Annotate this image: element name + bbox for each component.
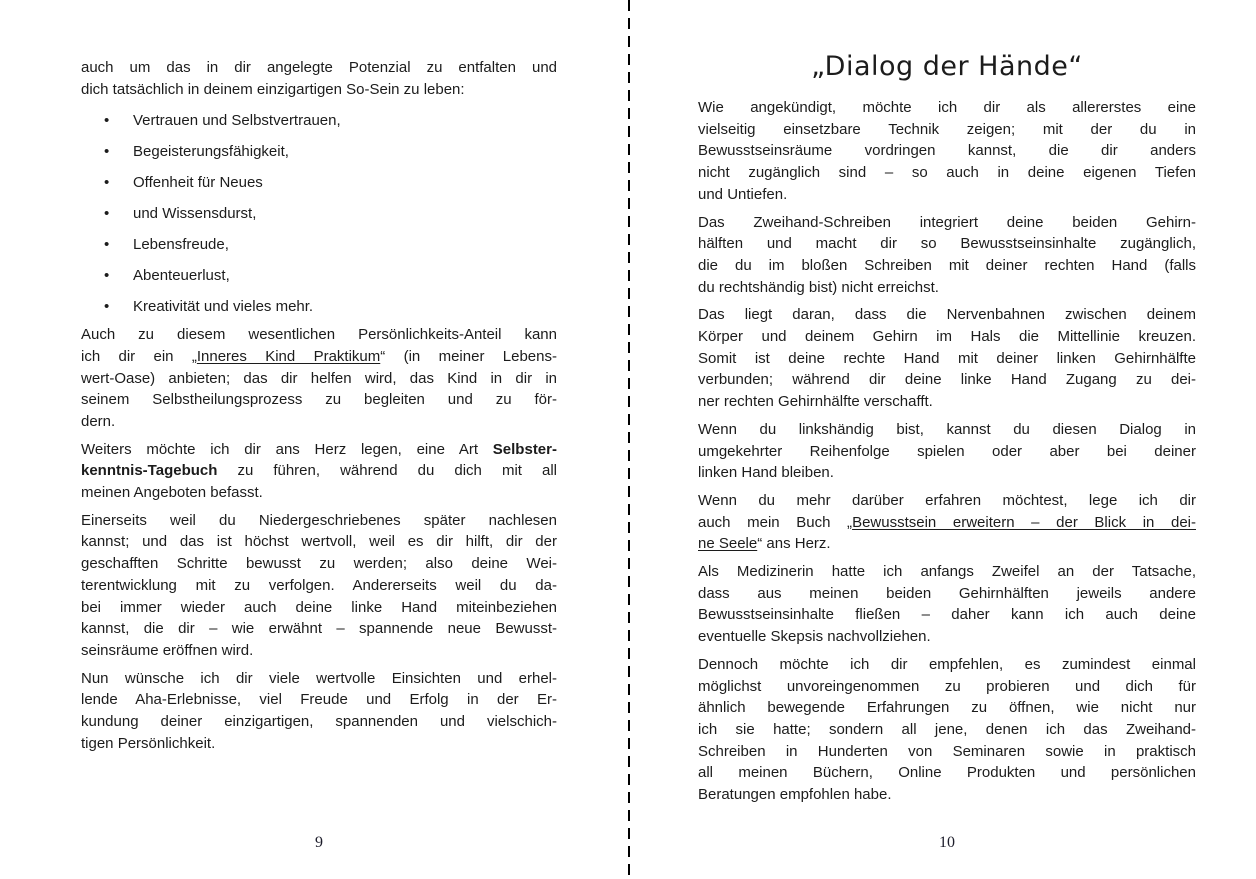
text-line: ner rechten Gehirnhälfte verschafft.	[698, 393, 933, 411]
bullet-text: Abenteuerlust,	[133, 267, 230, 285]
text-line: Auch zu diesem wesentlichen Persönlichkeits-Anteil kann	[81, 326, 557, 344]
text-line: Einerseits weil du Niedergeschriebenes später nachlesen	[81, 511, 557, 529]
text-line: dern.	[81, 412, 116, 430]
paragraph	[698, 419, 1196, 484]
text-line: tigen Persönlichkeit.	[81, 734, 216, 752]
paragraph	[81, 439, 557, 504]
bullet-text: Vertrauen und Selbstvertrauen,	[133, 112, 341, 130]
bullet-list	[81, 110, 557, 318]
text-line: seinem Selbstheilungsprozess zu begleiten und zu för-	[81, 391, 557, 409]
bullet-text: Lebensfreude,	[133, 236, 229, 254]
text-line: Dennoch möchte ich dir empfehlen, es zumindest einmal	[698, 655, 1196, 673]
text-line: nicht zugänglich sind – so auch in deine eigenen Tiefen	[698, 164, 1196, 182]
bullet-icon: •	[104, 205, 110, 223]
text-line: linken Hand bleiben.	[698, 464, 834, 482]
bullet-item	[81, 110, 557, 132]
text-line: wert-Oase) anbieten; das dir helfen wird, das Kind in dir in	[81, 369, 557, 387]
bullet-text: Kreativität und vieles mehr.	[133, 298, 314, 316]
bullet-item	[81, 172, 557, 194]
text-line: dass aus meinen beiden Gehirnhälften jeweils andere	[698, 584, 1196, 602]
text-line: bei immer wieder auch deine linke Hand miteinbeziehen	[81, 598, 557, 616]
text-line: Körper und deinem Gehirn im Hals die Mittellinie kreuzen.	[698, 328, 1196, 346]
text-line: Somit ist deine rechte Hand mit deiner linken Gehirnhälfte	[698, 349, 1196, 367]
bullet-icon: •	[104, 112, 110, 130]
bullet-text: und Wissensdurst,	[133, 205, 257, 223]
text-line: seinsräume eröffnen wird.	[81, 641, 254, 659]
text-line: Beratungen empfohlen habe.	[698, 786, 892, 804]
underlined-link[interactable]: ne Seele	[698, 535, 758, 553]
paragraph	[81, 57, 557, 100]
text-line: ähnlich bewegende Erfahrungen zu öffnen, wie nicht nur	[698, 699, 1196, 717]
text-line: Wenn du linkshändig bist, kannst du diesen Dialog in	[698, 420, 1196, 438]
paragraph	[81, 510, 557, 662]
text-line: kundung deiner einzigartigen, spannenden und vielschich-	[81, 713, 557, 731]
text-line: eventuelle Skepsis nachvollziehen.	[698, 628, 931, 646]
paragraph	[698, 212, 1196, 299]
bullet-icon: •	[104, 236, 110, 254]
bullet-text: Begeisterungsfähigkeit,	[133, 143, 289, 161]
text-line: vielseitig einsetzbare Technik zeigen; mit der du in	[698, 120, 1196, 138]
bullet-item	[81, 296, 557, 318]
underlined-link[interactable]: Inneres Kind Praktikum	[196, 347, 381, 365]
page-right-content	[698, 52, 1196, 812]
bullet-icon: •	[104, 143, 110, 161]
text-line: Bewusstseinsräume vordringen kannst, die dir anders	[698, 142, 1196, 160]
text-line: du rechtshändig bist) nicht erreichst.	[698, 278, 939, 296]
chapter-heading: „Dialog der Hände“	[811, 51, 1083, 82]
text-line: lende Aha-Erlebnisse, viel Freude und Erfolg in der Er-	[81, 691, 557, 709]
bullet-text: Offenheit für Neues	[133, 174, 263, 192]
text-line: terentwicklung mit zu verfolgen. Andererseits weil du da-	[81, 576, 557, 594]
underlined-link[interactable]: Bewusstsein erweitern – der Blick in dei-	[852, 513, 1196, 531]
paragraph	[81, 324, 557, 433]
paragraph	[698, 654, 1196, 806]
text-line: ne Seele“ ans Herz.	[698, 535, 831, 553]
text-line: Nun wünsche ich dir viele wertvolle Einsichten und erhel-	[81, 669, 557, 687]
text-line: und Untiefen.	[698, 185, 788, 203]
text-line: Das Zweihand-Schreiben integriert deine beiden Gehirn-	[698, 213, 1196, 231]
bullet-icon: •	[104, 174, 110, 192]
text-line: Weiters möchte ich dir ans Herz legen, eine Art Selbster-	[81, 440, 557, 458]
text-line: all meinen Büchern, Online Produkten und persönlichen	[698, 764, 1196, 782]
paragraph	[81, 668, 557, 755]
text-line: Als Medizinerin hatte ich anfangs Zweifel an der Tatsache,	[698, 563, 1196, 581]
text-line: Bewusstseinsinhalte fließen – daher kann ich auch deine	[698, 606, 1196, 624]
page-left-content	[81, 57, 557, 760]
page-fold-divider	[628, 0, 630, 879]
paragraph	[698, 97, 1196, 206]
text-line: Das liegt daran, dass die Nervenbahnen zwischen deinem	[698, 306, 1196, 324]
text-line: kannst; und das ist höchst wertvoll, weil es dir hilft, dir der	[81, 533, 557, 551]
text-line: Wenn du mehr darüber erfahren möchtest, lege ich dir	[698, 491, 1196, 509]
text-line: hälften und macht dir so Bewusstseinsinhalte zugänglich,	[698, 235, 1196, 253]
bullet-item	[81, 234, 557, 256]
text-line: auch um das in dir angelegte Potenzial zu entfalten und	[81, 59, 557, 76]
text-line: verbunden; während dir deine linke Hand Zugang zu dei-	[698, 371, 1196, 389]
text-line: Schreiben in Hunderten von Seminaren sowie in praktisch	[698, 742, 1196, 760]
bullet-item	[81, 141, 557, 163]
paragraph	[698, 304, 1196, 413]
text-line: möglichst unvoreingenommen zu probieren und dich für	[698, 677, 1196, 695]
page-number-left: 9	[315, 834, 323, 851]
bold-text: Selbster-	[492, 440, 557, 458]
text-line: kannst, die dir – wie erwähnt – spannende neue Bewusst-	[81, 620, 557, 638]
bullet-item	[81, 265, 557, 287]
bullet-icon: •	[104, 298, 110, 316]
text-line: dich tatsächlich in deinem einzigartigen So-Sein zu leben:	[81, 80, 465, 98]
bold-text: kenntnis-Tagebuch	[81, 462, 218, 480]
bullet-item	[81, 203, 557, 225]
text-line: geschafften Schritte bewusst zu werden; also deine Wei-	[81, 555, 557, 573]
text-line: die du im bloßen Schreiben mit deiner rechten Hand (falls	[698, 256, 1196, 274]
page-number-right: 10	[939, 834, 955, 851]
text-line: kenntnis-Tagebuch zu führen, während du dich mit all	[81, 462, 557, 480]
text-line: ich sie hatte; sondern all jene, denen ich das Zweihand-	[698, 720, 1196, 738]
text-line: auch mein Buch „Bewusstsein erweitern – der Blick in dei-	[698, 513, 1196, 531]
text-line: umgekehrter Reihenfolge spielen oder aber bei deiner	[698, 442, 1196, 460]
text-line: Wie angekündigt, möchte ich dir als allererstes eine	[698, 99, 1196, 116]
paragraph	[698, 561, 1196, 648]
bullet-icon: •	[104, 267, 110, 285]
text-line: ich dir ein „Inneres Kind Praktikum“ (in meiner Lebens-	[81, 347, 557, 365]
text-line: meinen Angeboten befasst.	[81, 484, 263, 502]
paragraph	[698, 490, 1196, 555]
